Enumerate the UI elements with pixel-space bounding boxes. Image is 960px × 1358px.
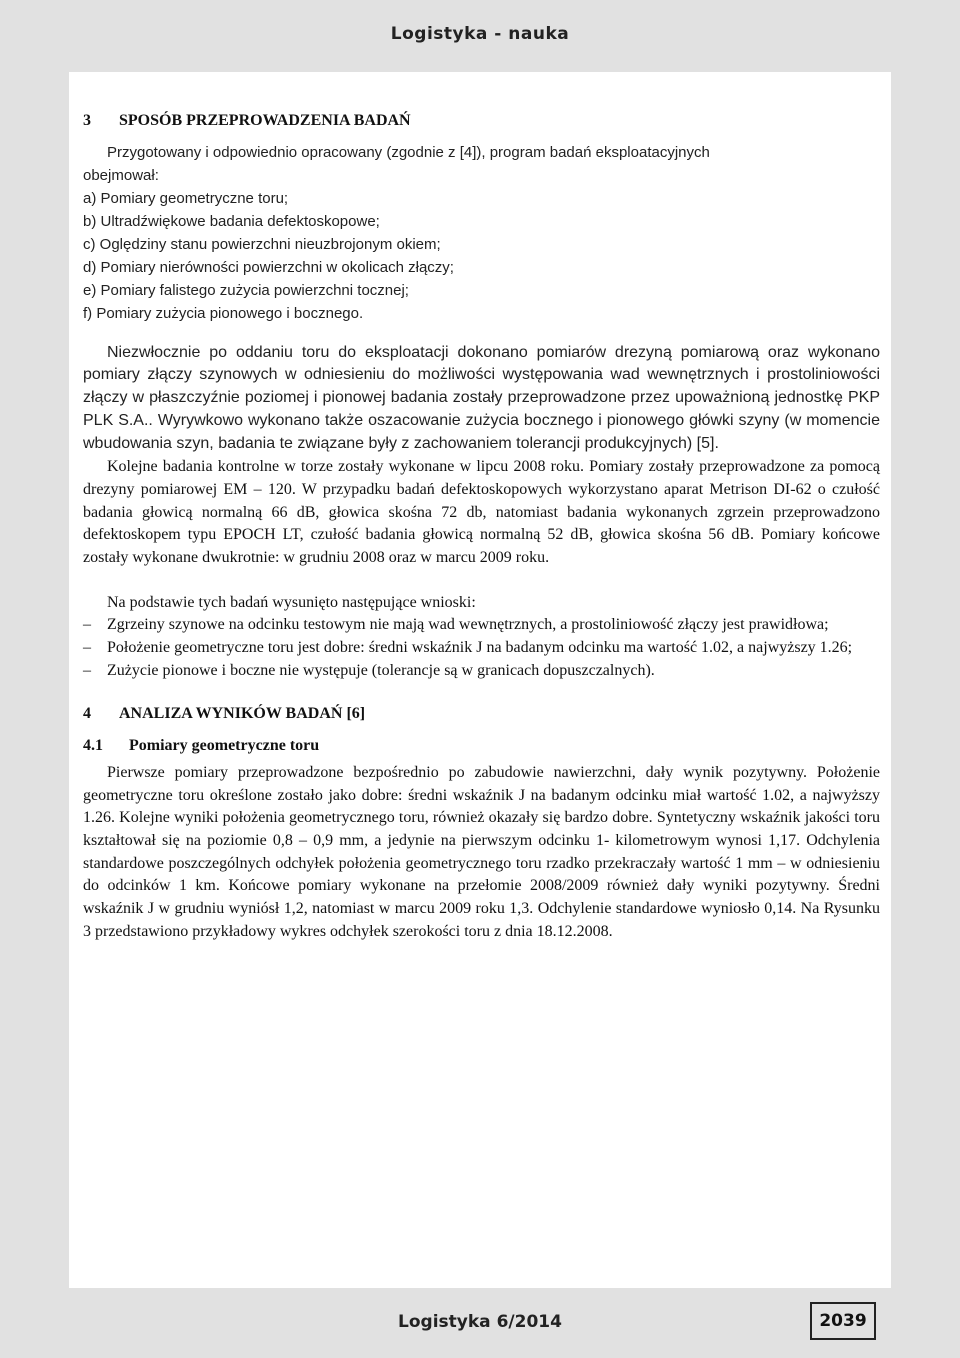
intro-line: Przygotowany i odpowiednio opracowany (zgodnie z [4]), program badań eksploatacyjnych bbox=[107, 143, 710, 161]
subsection-4-1-title: Pomiary geometryczne toru bbox=[129, 737, 320, 755]
subsection-4-1-number: 4.1 bbox=[83, 737, 103, 755]
list-item: d) Pomiary nierówności powierzchni w okolicach złączy; bbox=[83, 258, 454, 276]
section-4-title: ANALIZA WYNIKÓW BADAŃ [6] bbox=[119, 704, 366, 722]
conclusion-text: Położenie geometryczne toru jest dobre: średni wskaźnik J na badanym odcinku ma wartość 1.02, a najwyższy 1.26; bbox=[107, 639, 853, 657]
section-4-number: 4 bbox=[83, 704, 91, 722]
list-item: f) Pomiary zużycia pionowego i bocznego. bbox=[83, 304, 364, 322]
conclusion-item bbox=[83, 660, 880, 683]
dash-icon: – bbox=[83, 661, 91, 679]
page-number: 2039 bbox=[810, 1302, 876, 1340]
page bbox=[69, 72, 891, 1288]
conclusion-text: Zgrzeiny szynowe na odcinku testowym nie mają wad wewnętrznych, a prostoliniowość złączy jest prawidłowa; bbox=[107, 616, 829, 634]
list-item: a) Pomiary geometryczne toru; bbox=[83, 189, 289, 207]
subsection-4-1-heading bbox=[83, 735, 880, 758]
section-3-title: SPOSÓB PRZEPROWADZENIA BADAŃ bbox=[119, 112, 411, 129]
section-3-number: 3 bbox=[83, 112, 91, 129]
intro-line: obejmował: bbox=[83, 166, 159, 184]
section-4-heading bbox=[83, 703, 880, 726]
running-header: Logistyka - nauka bbox=[390, 24, 570, 44]
list-item: e) Pomiary falistego zużycia powierzchni tocznej; bbox=[83, 281, 409, 299]
journal-issue: Logistyka 6/2014 bbox=[398, 1312, 562, 1332]
dash-icon: – bbox=[83, 639, 91, 657]
paragraph-1: Niezwłocznie po oddaniu toru do eksploatacji dokonano pomiarów drezyną pomiarową oraz wykonano pomiary złączy szynowych w odniesieniu do możliwości występowania wad wewnętrznych i prostoliniowości złączy w płaszczyźnie poziomej i pionowej badania zostały przeprowadzone przez upoważnioną jednostkę PKP PLK S.A.. Wyrywkowo wykonano także oszacowanie zużycia bocznego i pionowego główki szyny (w momencie wbudowania szyn, badania te związane były z zachowaniem tolerancji produkcyjnych) [5]. bbox=[83, 343, 880, 452]
section-3-intro bbox=[83, 141, 880, 325]
paragraph-2: Kolejne badania kontrolne w torze zostały wykonane w lipcu 2008 roku. Pomiary zostały przeprowadzone za pomocą drezyny pomiarowej EM – 120. W przypadku badań defektoskopowych wykorzystano aparat Metrison DI-62 o czułość badania głowicą normalną 66 dB, głowica skośna 72 db, natomiast badania wykonanych zgrzein przeprowadzono defektoskopem typu EPOCH LT, czułość badania głowicą normalną 52 dB, głowica skośna 56 dB. Pomiary końcowe zostały wykonane dwukrotnie: w grudniu 2008 oraz w marcu 2009 roku. bbox=[83, 458, 880, 567]
conclusions-intro: Na podstawie tych badań wysunięto następujące wnioski: bbox=[107, 593, 476, 611]
page-content bbox=[83, 110, 880, 944]
list-item: b) Ultradźwiękowe badania defektoskopowe; bbox=[83, 212, 380, 230]
section-3-heading bbox=[83, 110, 880, 133]
dash-icon: – bbox=[83, 616, 91, 634]
conclusion-item bbox=[83, 614, 880, 637]
conclusion-text: Zużycie pionowe i boczne nie występuje (tolerancje są w granicach dopuszczalnych). bbox=[107, 661, 655, 679]
paragraph-4-1: Pierwsze pomiary przeprowadzone bezpośrednio po zabudowie nawierzchni, dały wynik pozytywny. Położenie geometryczne toru określone zostało jako dobre: średni wskaźnik J na badanym odcinku miał wartość 1.02, a najwyższy 1.26. Kolejne wyniki położenia geometrycznego toru, również okazały się bardzo dobre. Syntetyczny wskaźnik jakości toru kształtował się na poziomie 0,8 – 0,9 mm, a jedynie na pierwszym odcinku 1- kilometrowym wynosi 1,17. Odchylenia standardowe poszczególnych odchyłek położenia geometrycznego toru rzadko przekraczały wartość 1 mm – w odniesieniu do odcinków 1 km. Końcowe pomiary wykonane na przełomie 2008/2009 również dały wyniki pozytywny. Średni wskaźnik J w grudniu wyniósł 1,2, natomiast w marcu 2009 roku 1,3. Odchylenie standardowe wyniosło 0,14. Na Rysunku 3 przedstawiono przykładowy wykres odchyłek szerokości toru z dnia 18.12.2008. bbox=[83, 763, 880, 940]
conclusion-item bbox=[83, 637, 880, 660]
list-item: c) Oględziny stanu powierzchni nieuzbrojonym okiem; bbox=[83, 235, 441, 253]
